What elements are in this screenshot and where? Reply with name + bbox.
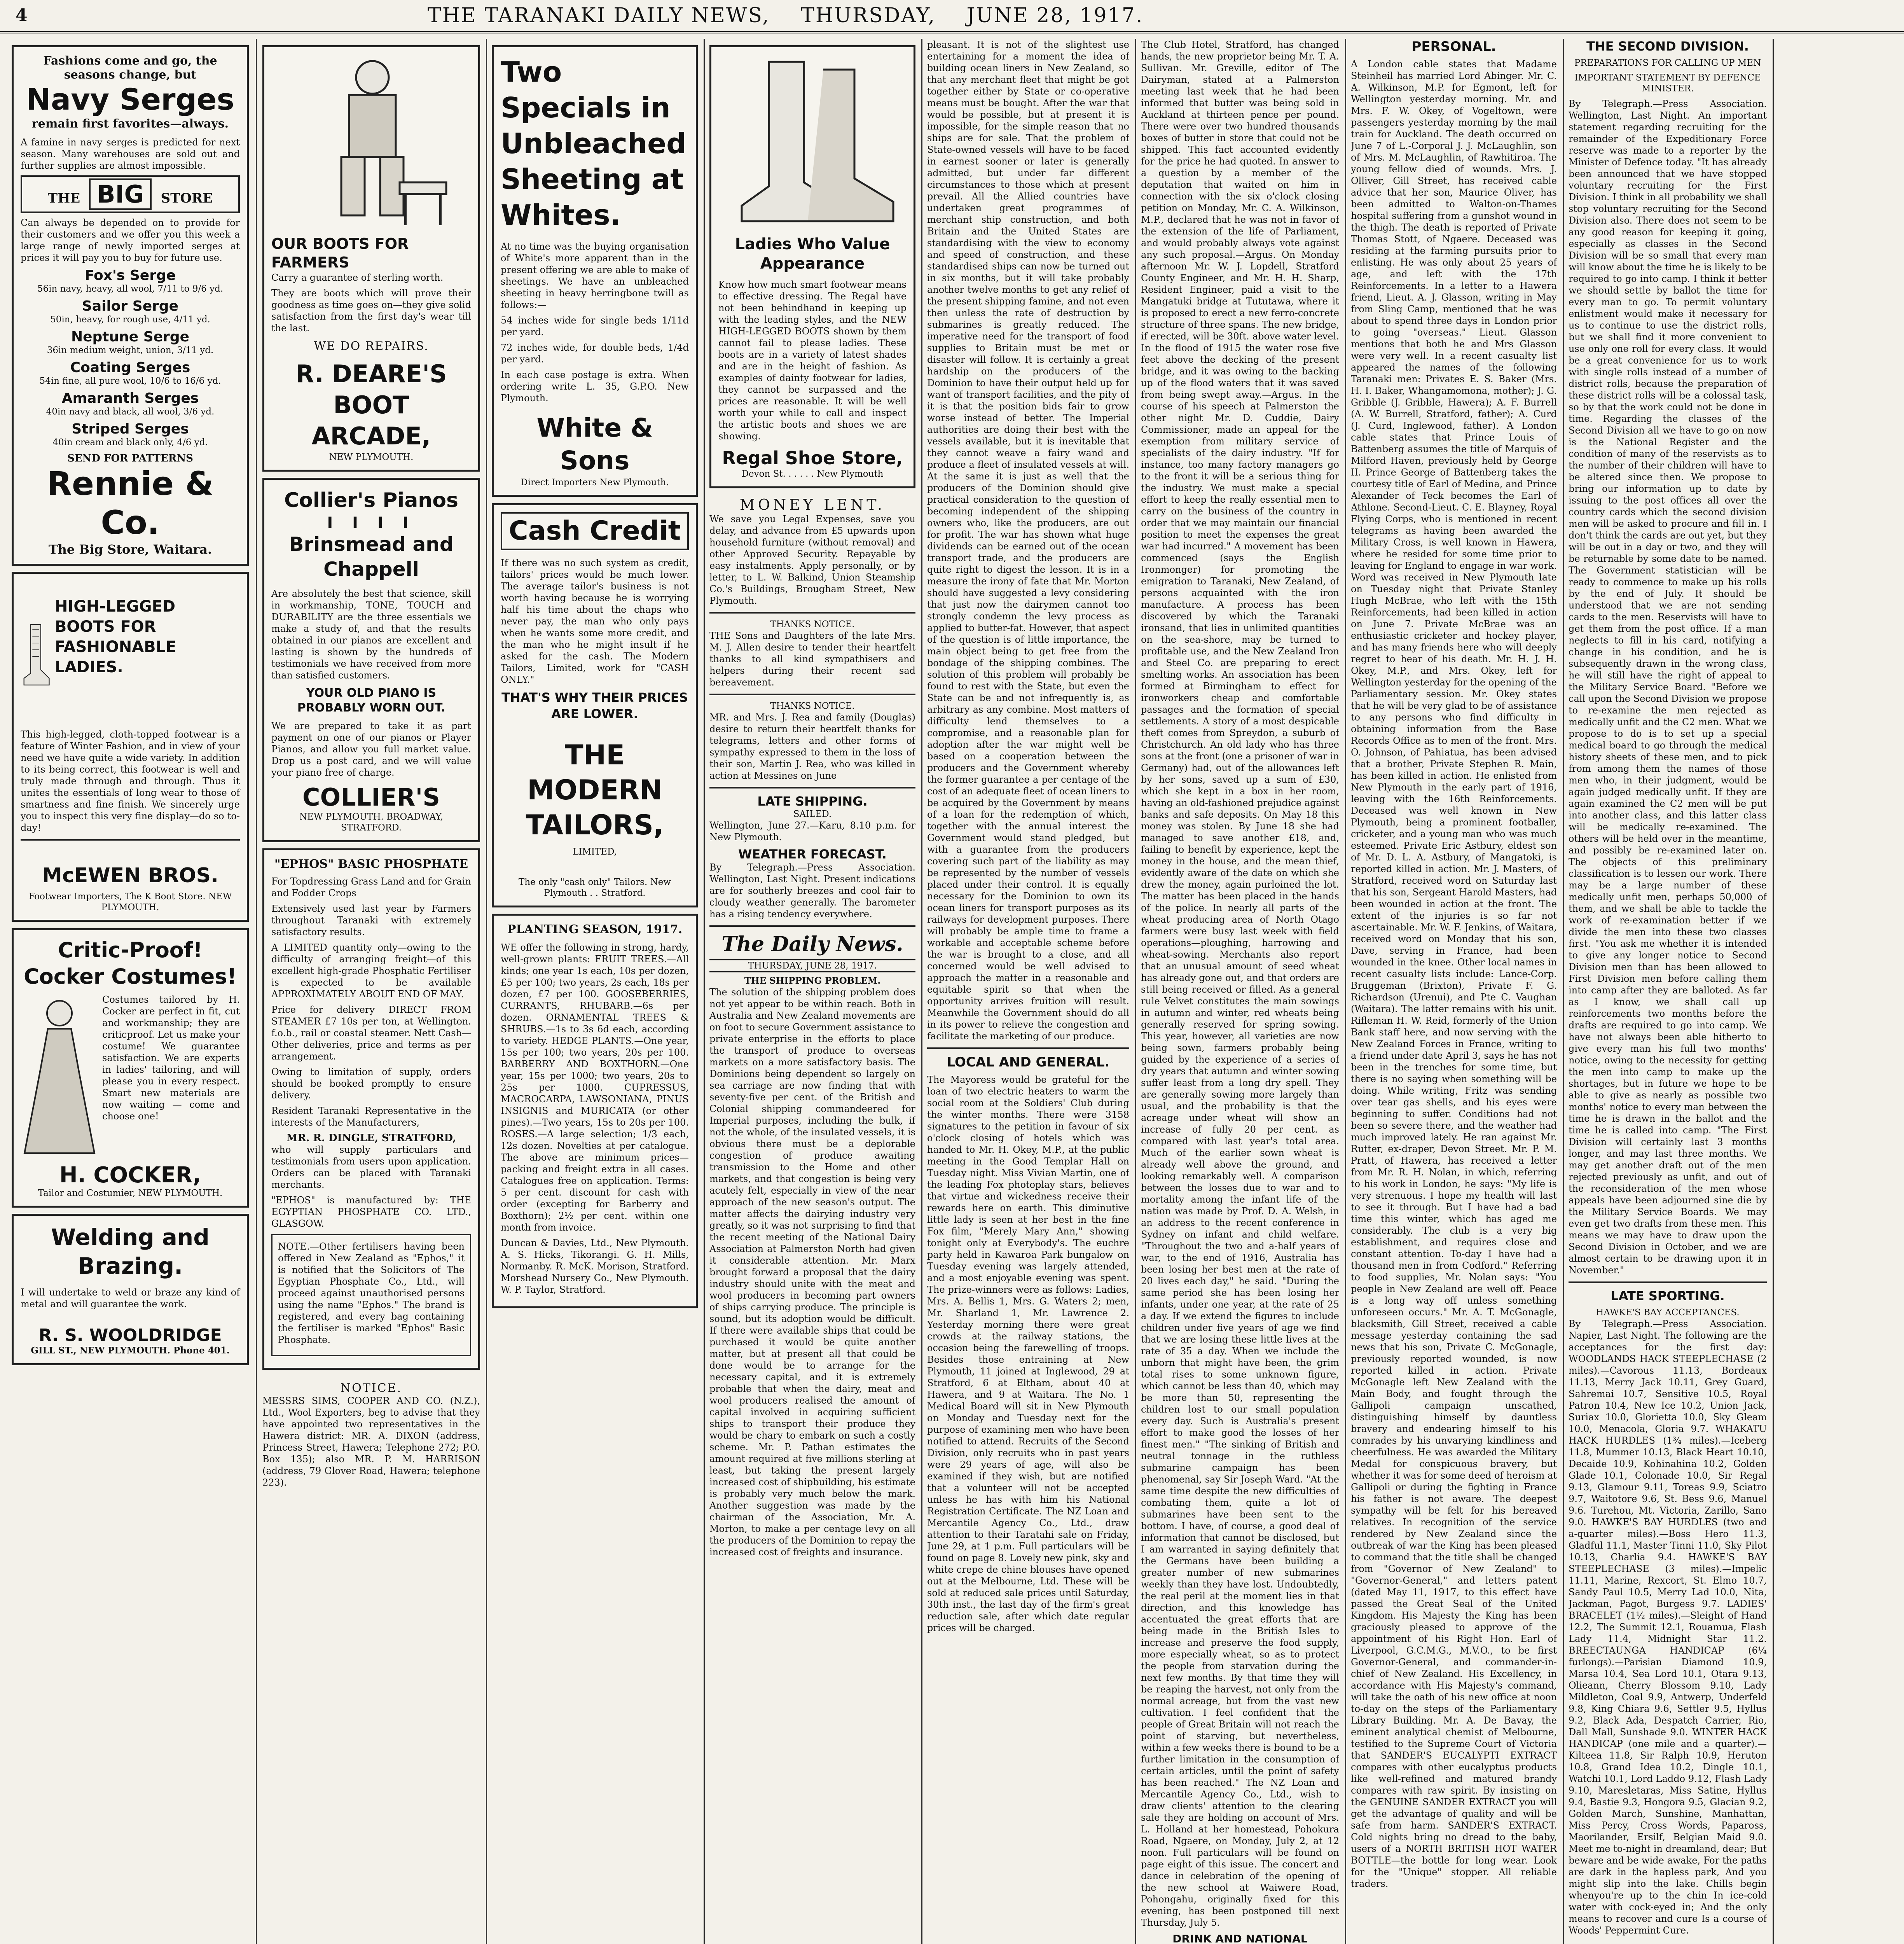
critic-text: Costumes tailored by H. Cocker are perfect in fit, cut and workmanship; they are criticproof. Let us make your costume! We guarantee satisfaction. We are experts in ladies' tailoring, and will please you in every respect. Smart new materials are now waiting — come and choose one! bbox=[102, 994, 240, 1122]
ephos-rep: Resident Taranaki Representative in the interests of the Manufacturers, bbox=[271, 1105, 471, 1128]
modern-ltd: LIMITED, bbox=[572, 847, 617, 857]
ephos-limit: Owing to limitation of supply, orders should be booked promptly to ensure delivery. bbox=[271, 1066, 471, 1101]
whites-sub: Direct Importers New Plymouth. bbox=[521, 477, 669, 488]
weather-text: By Telegraph.—Press Association. Wellington, Last Night. Present indications are for southerly breezes and cool fair to cloudy weather generally. The barometer has a rising tendency everywhere. bbox=[709, 862, 915, 920]
send-patterns: SEND FOR PATTERNS bbox=[67, 453, 193, 464]
weld-text: I will undertake to weld or braze any kind of metal and will guarantee the work. bbox=[21, 1287, 240, 1309]
serge-item-name: Amaranth Serges bbox=[61, 390, 199, 406]
farmer-boots-text: They are boots which will prove their goodness as time goes on—they give solid satisfaction from the first day's wear till the last. bbox=[271, 288, 471, 334]
ephos-ad bbox=[262, 848, 480, 1370]
modern-brand: THE MODERN TAILORS, bbox=[526, 739, 664, 841]
ephos-used: Extensively used last year by Farmers throughout Taranaki with extremely satisfactory results. bbox=[271, 903, 471, 937]
ephos-note: NOTE.—Other fertilisers having been offered in New Zealand as "Ephos," it is notified that the Solicitors of The Egyptian Phosphate Co., Ltd., will proceed against unauthorised persons using the name "Ephos." The brand is registered, and every bag containing the fertiliser is marked "Ephos" Basic Phosphate. bbox=[278, 1241, 465, 1345]
repairs: WE DO REPAIRS. bbox=[314, 339, 429, 353]
shipping-head: LATE SHIPPING. bbox=[757, 794, 868, 809]
column-8 bbox=[1569, 39, 1767, 1944]
personal-head: PERSONAL. bbox=[1411, 39, 1496, 54]
store-store: STORE bbox=[161, 191, 213, 206]
serge-item-name: Neptune Serge bbox=[71, 329, 189, 345]
problem-text: The solution of the shipping problem does not yet appear to be within reach. Both in Australia and New Zealand movements are on foot to secure Government assistance to private enterprise in the efforts to place the transport of produce to overseas markets on a more satisfactory basis. The Dominions being dependent so largely on sea carriage are now finding that with seventy-five per cent. of the British and Colonial shipping commandeered for Imperial purposes, including the bulk, if not the whole, of the insulated vessels, it is obvious there must be a deplorable congestion of produce awaiting transmission to the Home and other markets, and that congestion is being very acutely felt, especially in view of the near approach of the new season's output. The matter affects the dairying industry very greatly, so it was not surprising to find that the recent meeting of the National Dairy Association at Palmerston North had given it considerable attention. Mr. Marx brought forward a proposal that the dairy industry should unite with the meat and wool producers in becoming part owners of ships carrying produce. The principle is sound, but its adoption would be difficult. If there were available ships that could be purchased it would be quite another matter, but at present all that could be done would be to arrange for the necessary capital, and it is extremely probable that when the dairy, meat and wool producers realised the amount of capital involved in acquiring sufficient ships to transport their produce they would be chary to embark on such a costly scheme. Mr. P. Pathan estimates the amount required at five millions sterling at least, but taking the present largely increased cost of shipbuilding, his estimate is probably very much below the mark. Another suggestion was made by the chairman of the Association, Mr. A. Morton, to make a per centage levy on all the producers of the Dominion to repay the increased cost of freights and insurance. bbox=[709, 987, 915, 1558]
newspaper-title bbox=[428, 4, 1167, 27]
collier-text2: We are prepared to take it as part payment on one of our pianos or Player Pianos, and allow you full market value. Drop us a post card, and we will value your piano free of charge. bbox=[271, 720, 471, 778]
paper-name: THE TARANAKI DAILY NEWS, bbox=[428, 4, 770, 27]
notice-head: NOTICE. bbox=[340, 1381, 402, 1395]
ephos-text: A LIMITED quantity only—owing to the difficulty of arranging freight—of this excellent high-grade Phosphatic Fertiliser is expected to be available APPROXIMATELY ABOUT END OF MAY. bbox=[271, 942, 471, 1000]
collier-brinsmead: Brinsmead and Chappell bbox=[289, 533, 454, 580]
notice-text: MESSRS SIMS, COOPER AND CO. (N.Z.), Ltd., Wool Exporters, beg to advise that they have appointed two representatives in the Hawera district: MR. A. DIXON (address, Princess Street, Hawera; Telephone 272; P.O. Box 135); also MR. P. M. HARRISON (address, 79 Glover Road, Hawera; telephone 223). bbox=[262, 1395, 480, 1488]
thanks1-head: THANKS NOTICE. bbox=[770, 619, 855, 629]
serge-item-desc: 54in fine, all pure wool, 10/6 to 16/6 yd. bbox=[39, 376, 221, 386]
sport-head: LATE SPORTING. bbox=[1611, 1288, 1725, 1303]
farmer-boots-sub: Carry a guarantee of sterling worth. bbox=[271, 272, 444, 283]
editorial-cont: pleasant. It is not of the slightest use entertaining for a moment the idea of building ocean liners in New Zealand, so that any merchant fleet that might be got together either by State or co-operative means must be bought. After the war that would be possible, but at present it is impossible, for the simple reason that no ships are for sale. That the problem of State-owned vessels will have to be faced in earnest sooner or later is generally admitted, but under far different circumstances to those which at present prevail. All the Allied countries have undertaken great programmes of merchant ship construction, and both Britain and the United States are standardising with the view to economy and speed of construction, and these standardised ships can now be turned out in six months, but it will take probably another twelve months to get any relief of the present shipping famine, and not even then unless the rate of destruction by submarines is greatly reduced. The imperative need for the transport of food supplies to Britain must be met or disaster will follow. It is certainly a great hardship on the producers of the Dominion to have their output held up for want of transport facilities, and the pity of it is that the position bids fair to grow worse instead of better. The Imperial authorities are doing their best with the vessels available, but it is inevitable that they cannot weave a fairy wand and produce a fleet of insulated vessels at will. At the same it is just as well that the producers of the Dominion should give practical consideration to the question of becoming independent of the shipping owners who, like the producers, are out for profit. The war has shown what huge dividends can be earned out of the ocean transport trade, and the producers are quite right to digest the lesson. It is in a measure the irony of fate that Mr. Morton should have suggested a levy considering that just now the dairymen cannot too strongly condemn the levy process as applied to butter-fat. However, that aspect of the question is of little importance, the main object being to get free from the bondage of the shipping combines. The solution of this problem will probably be found to rest with the State, but even the State can be and not infrequently is, as arbitrary as any combine. Most matters of difficulty lend themselves to a compromise, and a reasonable plan for adoption after the war might well be based on a cooperation between the producers and the Government whereby the former guarantee a per centage of the cost of an adequate fleet of ocean liners to be acquired by the Government by means of a loan for the redemption of which, together with the annual interest the Government would stand pledged, but with a guarantee from the producers covering such part of the liability as may be represented by the number of vessels placed under their control. It is equally necessary for the Dominion to own its ocean liners for transport purposes as its railways for development purposes. There will probably be ample time to frame a workable and acceptable scheme before the war is brought to a close, and all concerned would be well advised to approach the matter in a reasonable and equitable spirit so that when the opportunity arrives fruition will result. Meanwhile the Government should do all in its power to relieve the congestion and facilitate the marketing of our produce. bbox=[927, 39, 1129, 1042]
masthead bbox=[0, 0, 1904, 33]
local-cont: The Club Hotel, Stratford, has changed hands, the new proprietor being Mr. T. A. Sullivan. Mr. Greville, editor of The Dairyman, stated at a Palmerston meeting last week that he had been informed that butter was being sold in Auckland at thirteen pence per pound. There were over two hundred thousands boxes of butter in store that could not be shipped. This fact accounted evidently for the price he had quoted. In answer to a question by a member of the deputation that waited on him in connection with the six o'clock closing petition on Monday, Mr. C. A. Wilkinson, M.P., declared that he was not in favor of the extension of the life of Parliament, and would probably always vote against any such proposal.—Argus. On Monday afternoon Mr. W. J. Lopdell, Stratford County Engineer, and Mr. H. H. Sharp, Resident Engineer, paid a visit to the Mangatuki bridge at Tututawa, where it is proposed to erect a new ferro-concrete structure of three spans. The new bridge, if erected, will be 30ft. above water level. In the flood of 1915 the water rose five feet above the decking of the present bridge, and it was owing to the backing up of the flood waters that it was saved from being swept away.—Argus. In the course of his speech at Palmerston the other night Mr. D. Cuddie, Dairy Commissioner, made an appeal for the exemption from military service of specialists of the dairy industry. "If for instance, too many factory managers go to the front it will be a serious thing for the industry. We must make a special effort to keep the really essential men to carry on the business of the country in order that we may maintain our financial position to meet the expenses the great war had incurred." A movement has been commenced (says the English Ironmonger) for promoting the emigration to Taranaki, New Zealand, of persons acquainted with the iron manufacture. A process has been discovered by which the Taranaki ironsand, that lies in unlimited quantities on the sea-shore, may be turned to profitable use, and the New Zealand Iron and Steel Co. are preparing to erect smelting works. An association has been formed at Birmingham to effect for ironworkers cheap and comfortable passages and the formation of special settlements. A story of a most despicable theft comes from Spreydon, a suburb of Christchurch. An old lady who has three sons at the front (one a prisoner of war in Germany) had, out of the allowances left by her sons, saved up a sum of £30, which she kept in a box in her room, having an old-fashioned prejudice against banks and safe deposits. On May 18 this money was stolen. By June 18 she had managed to save another £18, and, failing to benefit by experience, kept the money in the house, and the mean thief, evidently aware of the date on which she drew the money, again purloined the lot. The matter has been placed in the hands of the police. In nearly all parts of the wheat producing area of North Otago farmers were busy last week with field operations—ploughing, harrowing and wheat-sowing. Merchants also report that an unusual amount of seed wheat has already gone out, and that orders are still being received or filled. As a general rule Velvet constitutes the main sowings in autumn and winter, red wheats being generally reserved for spring sowing. This year, however, all varieties are now being sown, farmers probably being guided by the experience of a series of dry years that autumn and winter sowing suffer least from a long dry spell. They are generally sowing more largely than usual, and the probability is that the acreage under wheat will show an increase of fully 20 per cent. as compared with last year's total area. Much of the earlier sown wheat is already well above the ground, and looking remarkably well. A comparison between the losses due to war and to mortality among the infant life of the nation was made by Prof. D. A. Welsh, in an address to the recent conference in Sydney on infant and child welfare. "Throughout the two and a-half years of war, to the end of 1916, Australia has been losing her best men at the rate of 20 lives each day," he said. "During the same period she has been losing her infants, under one year, at the rate of 25 a day. If we extend the figures to include children under five years of age we find that we are losing these little lives at the rate of 35 a day. When we include the unborn that might have been, the grim total rises to some unknown figure, which cannot be less than 40, which may be more than 50, representing the children lost to our small population every day. Such is Australia's present effort to make good the losses of her finest men." "The sinking of British and neutral tonnage in the ruthless submarine campaign has been phenomenal, say Sir Joseph Ward. "At the same time despite the new difficulties of combating them, quite a lot of submarines have been sent to the bottom. I have, of course, a good deal of information that cannot be disclosed, but I am warranted in saying definitely that the Germans have been building a greater number of new submarines weekly than they have lost. Undoubtedly, the real peril at the moment lies in that direction, and this knowledge has accentuated the great efforts that are being made in the British Isles to increase and preserve the food supply, more especially wheat, so as to protect the people from starvation during the next few months. By that time they will be reaping the harvest, not only from the normal acreage, but from the vast new cultivation. I feel confident that the people of Great Britain will not reach the point of starving, but nevertheless, within a few weeks there is bound to be a further limitation in the consumption of certain articles, until the point of safety has been reached." The NZ Loan and Mercantile Agency Co., Ltd., wish to draw clients' attention to the clearing sale they are holding on account of Mrs. L. Holland at her homestead, Pohokura Road, Ngaere, on Monday, July 2, at 12 noon. Full particulars will be found on page eight of this issue. The concert and dance in celebration of the opening of the new school at Waiwere Road, Pohongahu, originally fixed for this evening, has been postponed till next Thursday, July 5. bbox=[1141, 39, 1339, 1928]
column-1 bbox=[12, 39, 249, 1944]
column-2 bbox=[262, 39, 480, 1944]
thanks1-text: THE Sons and Daughters of the late Mrs. M. J. Allen desire to tender their heartfelt thanks to all kind sympathisers and helpers during their recent sad bereavement. bbox=[709, 630, 915, 688]
store-the: THE bbox=[47, 191, 80, 206]
local-head: LOCAL AND GENERAL. bbox=[947, 1054, 1110, 1070]
sport-sub: HAWKE'S BAY ACCEPTANCES. bbox=[1596, 1308, 1740, 1318]
column-rule bbox=[704, 39, 705, 1944]
whites-l2: 72 inches wide, for double beds, 1/4d per yard. bbox=[501, 342, 689, 365]
column-rule bbox=[256, 39, 257, 1944]
ephos-for: For Topdressing Grass Land and for Grain and Fodder Crops bbox=[271, 876, 471, 899]
collier-head: Collier's Pianos bbox=[284, 489, 458, 512]
column-3 bbox=[492, 39, 698, 1944]
money-text: We save you Legal Expenses, save you delay, and advance from £5 upwards upon household furniture (without removal) and other Approved Security. Repayable by easy instalments. Apply personally, or by letter, to L. W. Balkind, Union Steamship Co.'s Buildings, Brougham Street, New Plymouth. bbox=[709, 514, 915, 606]
serge-item-name: Striped Serges bbox=[72, 421, 189, 437]
column-rule bbox=[1563, 39, 1564, 1944]
ladies-head: Ladies Who Value Appearance bbox=[735, 235, 890, 273]
modern-sub: The only "cash only" Tailors. New Plymouth . . Stratford. bbox=[518, 877, 671, 898]
serges-headline: Navy Serges bbox=[26, 82, 234, 117]
serge-item-name: Fox's Serge bbox=[84, 267, 176, 283]
column-6 bbox=[1141, 39, 1339, 1944]
problem-head: THE SHIPPING PROBLEM. bbox=[744, 975, 881, 986]
lady-figure-icon bbox=[21, 994, 98, 1157]
column-rule bbox=[486, 39, 487, 1944]
deare-brand: R. DEARE'S BOOT ARCADE, bbox=[295, 360, 447, 450]
column-4 bbox=[709, 39, 915, 1944]
farmer-figure-icon bbox=[271, 54, 473, 233]
column-rule bbox=[1345, 39, 1346, 1944]
rennie-logo: Rennie & Co. bbox=[47, 465, 214, 542]
farmer-boots-head: OUR BOOTS FOR FARMERS bbox=[271, 235, 409, 271]
mcewen-ad bbox=[12, 572, 249, 922]
wooldridge-brand: R. S. WOOLDRIDGE bbox=[38, 1325, 222, 1345]
money-head: MONEY LENT. bbox=[739, 496, 886, 513]
paper-nameplate: The Daily News. bbox=[721, 932, 903, 956]
collier-ad bbox=[262, 478, 480, 842]
cash-credit-head: Cash Credit bbox=[501, 512, 689, 550]
whites-headline: Two Specials in Unbleached Sheeting at Whites. bbox=[501, 56, 686, 231]
whites-order: In each case postage is extra. When ordering write L. 35, G.P.O. New Plymouth. bbox=[501, 369, 689, 404]
serges-famine: A famine in navy serges is predicted for next season. Many warehouses are sold out and further supplies are almost impossible. bbox=[21, 137, 240, 171]
modern-tailors-ad bbox=[492, 503, 698, 907]
division-sub1: PREPARATIONS FOR CALLING UP MEN bbox=[1574, 58, 1761, 68]
column-7 bbox=[1351, 39, 1557, 1944]
collier-old-piano: YOUR OLD PIANO IS PROBABLY WORN OUT. bbox=[297, 686, 445, 715]
boots-headline: HIGH-LEGGED BOOTS FOR FASHIONABLE LADIES. bbox=[54, 598, 176, 676]
ephos-head: "EPHOS" BASIC PHOSPHATE bbox=[274, 857, 468, 871]
ladies-text: Know how much smart footwear means to effective dressing. The Regal have not been behindhand in keeping up with the leading styles, and the NEW HIGH-LEGGED BOOTS shown by them cannot fail to please ladies. These boots are in a variety of latest shades and are in the height of fashion. As examples of dainty footwear for ladies, they cannot be surpassed and the prices are reasonable. It will be well worth your while to call and inspect the artistic boots and shoes we are showing. bbox=[718, 279, 907, 442]
mcewen-brand: McEWEN BROS. bbox=[42, 864, 218, 887]
column-rule bbox=[1135, 39, 1136, 1944]
cocker-sub: Tailor and Costumier, NEW PLYMOUTH. bbox=[38, 1188, 223, 1198]
whites-ad bbox=[492, 45, 698, 497]
personal-text: A London cable states that Madame Steinheil has married Lord Abinger. Mr. C. A. Wilkinson, M.P. for Egmont, left for Wellington yesterday morning. Mr. and Mrs. F. W. Okey, of Vogeltown, were passengers yesterday morning by the mail train for Auckland. The death occurred on June 7 of L.-Corporal J. J. McLaughlin, son of Mrs. M. McLaughlin, of Rawhitiroa. The young fellow died of wounds. Mrs. J. Olliver, Gill Street, has received cable advice that her son, Maurice Oliver, has been admitted to Walton-on-Thames hospital suffering from a gunshot wound in the thigh. The death is reported of Private Thomas Stott, of Ngaere. Deceased was residing at the farming pursuits prior to enlisting. He was only about 25 years of age, and left with the 17th Reinforcements. In a letter to a Hawera friend, Lieut. A. J. Glasson, writing in May from Sling Camp, mentioned that he was about to spend three days in London prior to going "overseas." Lieut. Glasson mentions that both he and Mrs Glasson were very well. In a recent casualty list appeared the names of the following Taranaki men: Privates E. S. Baker (Mrs. H. I. Baker, Whangamomona, mother); J. G. Gribble (J. Gribble, Hawera); A. F. Burrell (A. W. Burrell, Stratford, father); A. Curd (J. Curd, Inglewood, father). A London cable states that Prince Louis of Battenberg assumes the title of Marquis of Milford Haven, previously held by George II. Prince George of Battenberg takes the courtesy title of Earl of Medina, and Prince Alexander of Teck becomes the Earl of Athlone. Second-Lieut. C. E. Blayney, Royal Flying Corps, who is mentioned in recent telegrams as having been awarded the Military Cross, is well known in Hawera, where he resided for some time prior to leaving for England to engage in war work. Word was received in New Plymouth late on Tuesday night that Private Stanley Hugh McBrae, who left with the 15th Reinforcements, had been killed in action on June 7. Private McBrae was an enthusiastic cricketer and hockey player, and has many friends here who will deeply regret to hear of his death. Mr. H. J. H. Okey, M.P., and Mrs. Okey, left for Wellington yesterday for the opening of the Parliamentary session. Mr. Okey states that he will be very glad to be of assistance to any persons who find difficulty in obtaining information from the Base Records Office as to men of the front. Mrs. O. Johnson, of Pahiatua, has been advised that a brother, Private Stephen R. Main, has been killed in action. He enlisted from New Plymouth in the early part of 1916, leaving with the 16th Reinforcements. Deceased was well known in New Plymouth, being a prominent footballer, cricketer, and a young man who was much esteemed. Private Eric Astbury, eldest son of Mr. D. L. A. Astbury, of Mangatoki, is reported killed in action. Mr. J. Masters, of Stratford, received word on Saturday last that his son, Sergeant Harold Masters, had been wounded in action at the front. The extent of the injuries is so far not ascertainable. Mr. W. F. Jenkins, of Waitara, received word on Monday that his son, Dave, serving in France, had been wounded in the knee. Other local names in recent casualty lists include: Lance-Corp. Bruggeman (Brixton), Private F. G. Richardson (Urenui), and Pte C. Vaughan (Waitara). The latter remains with his unit. Rifleman H. W. Reid, formerly of the Union Bank staff here, and now serving with the New Zealand Forces in France, writing to a friend under date April 3, says he has not been in the trenches for some time, but there is no saying when something will be doing. While writing, Fritz was sending over tear gas shells, and his eyes were beginning to suffer. Conditions had not been so severe there, and the weather had much improved lately. He ran against Mr. Rutter, ex-draper, Devon Street. Mr. P. M. Pratt, of Hawera, has received a letter from Mr. R. H. Nolan, in which, referring to his work in London, he says: "My life is very strenuous. I hope my health will last to see it through. But I have had a bad time this winter, which has aged me considerably. The club is a very big establishment, and requires close and constant attention. To-day I have had a thousand men in from Codford." Referring to food supplies, Mr. Nolan says: "You people in New Zealand are well off. Peace is a long way off unless something unforeseen occurs." Mr. A. T. McGonagle, blacksmith, Gill Street, received a cable message yesterday containing the sad news that his son, Private C. McGonagle, previously reported wounded, is now reported killed in action. Private McGonagle left New Zealand with the Main Body, and fought through the Gallipoli campaign unscathed, distinguishing himself by dauntless bravery and endearing himself to his comrades by his unvarying kindliness and cheerfulness. He was awarded the Military Medal for conspicuous bravery, but whether it was for some deed of heroism at Gallipoli or during the fighting in France his father is not aware. The deepest sympathy will be felt for his bereaved relatives. In recognition of the service rendered by New Zealand since the outbreak of war the King has been pleased to command that the title shall be changed from "Governor of New Zealand" to "Governor-General," and letters patent (dated May 11, 1917, to this effect have passed the Great Seal of the United Kingdom. His Majesty the King has been graciously pleased to approve of the appointment of his Right Hon. Earl of Liverpool, G.C.M.G., M.V.O., to be first Governor-General, and commander-in-chief of New Zealand. His Excellency, in accordance with His Majesty's command, will take the oath of his new office at noon to-day on the steps of the Parliamentary Library Building. Mr. A. De Bavay, the eminent analytical chemist of Melbourne, testified to the Supreme Court of Victoria that SANDER'S EUCALYPTI EXTRACT compares with other eucalyptus products like well-refined and matured brandy compares with raw spirit. By insisting on the GENUINE SANDER EXTRACT you will get the advantage of quality and will be safe from harm. SANDER'S EXTRACT. Cold nights bring no dread to the baby, users of a NORTH BRITISH HOT WATER BOTTLE—the bottle for long wear. Look for the "Unique" stopper. All reliable traders. bbox=[1351, 59, 1557, 1889]
wooldridge-sub: GILL ST., NEW PLYMOUTH. Phone 401. bbox=[31, 1345, 230, 1356]
navy-serges-ad bbox=[12, 45, 249, 566]
serge-item-name: Sailor Serge bbox=[82, 298, 179, 314]
column-rule bbox=[921, 39, 922, 1944]
thanks2-head: THANKS NOTICE. bbox=[770, 701, 855, 711]
paper-day: THURSDAY, bbox=[801, 4, 936, 27]
cocker-ad bbox=[12, 928, 249, 1208]
weather-head: WEATHER FORECAST. bbox=[738, 847, 887, 862]
shipping-sub: SAILED. bbox=[793, 809, 832, 819]
whites-brand: White & Sons bbox=[536, 413, 653, 476]
ephos-mfd: "EPHOS" is manufactured by: THE EGYPTIAN PHOSPHATE CO. LTD., GLASGOW. bbox=[271, 1195, 471, 1229]
division-text: By Telegraph.—Press Association. Wellington, Last Night. An important statement regarding recruiting for the remainder of the Expeditionary Force reserve was made to a reporter by the Minister of Defence today. "It has already been announced that we have stopped voluntary recruiting for the First Division. I think in all probability we shall stop voluntary recruiting for the Second Division also. There does not seem to be any good reason for keeping it going, especially as classes in the Second Division will be so small that every man will know about the time he is likely to be required to go into camp. I think it better we should settle by ballot the time for every man to go. To permit voluntary enlistment would make it necessary for us to continue to use the district rolls, but we shall find it more convenient to use only one roll for every class. It would be a great convenience for us to work with single rolls instead of a number of district rolls, because the preparation of these district rolls will be a colossal task, so by that the work could not be done in time. Regarding the classes of the Second Division all we have to go on now is the National Register and the condition of many of the reservists as to the number of their children will have to be altered since then. We propose to bring our information up to date by issuing to the post offices all over the country cards which the second division men will be asked to procure and fill in. I don't think the cards are out yet, but they will be out in a day or two, and they will be returnable by some date to be named. The Government statistician will be ready to commence to make up his rolls by the end of July. It should be understood that we are not sending cards to the men. Reservists will have to get them from the post office. If a man neglects to fill in his card, notifying a change in his condition, and he is subsequently drawn in the wrong class, he will still have the right of appeal to the Military Service Board. "Before we call upon the Second Division we propose to re-examine the men rejected as medically unfit and the C2 men. What we propose to do is to set up a special medical board to go through the medical history sheets of these men, and to pick from among them the names of those men who, in their judgment, would be again judged medically unfit. If they are again examined the C2 men will be put into another class, and this latter class will be medically re-examined. The others will be held over in the meantime, and possibly be re-examined later on. The objects of this preliminary classification is to lessen our work. There may be a large number of these medically unfit men, perhaps 50,000 of them, and we shall be able to tackle the work of re-examination better if we divide the men into these two classes first. "You ask me whether it is intended to give any longer notice to Second Division men than has been allowed to First Division men before calling them into camp after they are balloted. As far as I know, we shall call up reinforcements two months before the drafts are required to go into camp. We have not always been able hitherto to give every man his full two months' notice, owing to the necessity for getting the men into camp to make up the shortages, but in future we hope to be able to give as nearly as possible two months' notice to every man between the time he is drawn in the ballot and the time he is called into camp. "The First Division will certainly last 3 months longer, and may last three months. We may get another draft out of the men rejected previously as unfit, and out of the reconsideration of the men whose appeals have been adjourned sine die by the Military Service Boards. We may even get two drafts from these men. This means we may have to draw upon the Second Division in October, and we are almost certain to be drawing upon it in November." bbox=[1569, 98, 1767, 1276]
serge-item-desc: 36in medium weight, union, 3/11 yd. bbox=[47, 345, 214, 355]
regal-ad bbox=[709, 45, 915, 488]
planting-text: WE offer the following in strong, hardy, well-grown plants: FRUIT TREES.—All kinds; one year 1s each, 10s per dozen, £5 per 100; two years, 2s each, 18s per dozen, £7 per 100. GOOSEBERRIES, CURRANTS, RHUBARB.—6s per dozen. ORNAMENTAL TREES & SHRUBS.—1s to 3s 6d each, according to variety. HEDGE PLANTS.—One year, 15s per 100; two years, 20s per 100. BARBERRY AND BOXTHORN.—One year, 15s per 1000; two years, 20s to 25s per 1000. CUPRESSUS, MACROCARPA, LAWSONIANA, PINUS INSIGNIS and MURICATA (or other pines).—Two years, 15s to 20s per 100. ROSES.—A large selection; 1/3 each, 12s dozen. Novelties at per catalogue. The above are minimum prices—packing and freight extra in all cases. Catalogues free on application. Terms: 5 per cent. discount for cash with order (excepting for Barberry and Boxthorn); 2½ per cent. within one month from invoice. bbox=[501, 942, 689, 1233]
colliers-sub: NEW PLYMOUTH. BROADWAY, STRATFORD. bbox=[299, 812, 443, 833]
local-text: The Mayoress would be grateful for the loan of two electric heaters to warm the social room at the Soldiers' Club during the winter months. There were 3158 signatures to the petition in favour of six o'clock closing of hotels which was handed to Mr. H. Okey, M.P., at the public meeting in the Good Templar Hall on Tuesday night. Miss Vivian Martin, one of the leading Fox photoplay stars, believes that virtue and wickedness receive their rewards here on earth. This diminutive little lady is seen at her best in the fine Fox film, "Merely Mary Ann," showing tonight only at Everybody's. The euchre party held in Kawaroa Park bungalow on Tuesday evening was largely attended, and a most enjoyable evening was spent. The prize-winners were as follows: Ladies, Mrs. A. Bellis 1, Mrs. G. Waters 2; men, Mr. Sharland 1, Mr. Lawrence 2. Yesterday morning there were great crowds at the railway stations, the occasion being the farewelling of troops. Besides those entraining at New Plymouth, 11 joined at Inglewood, 29 at Stratford, 6 at Eltham, about 40 at Hawera, and 9 at Waitara. The No. 1 Medical Board will sit in New Plymouth on Monday and Tuesday next for the purpose of examining men who have been notified to attend. Recruits of the Second Division, only recruits who in past years were 29 years of age, will also be examined if they wish, but are notified that a volunteer will not be accepted unless he has with him his National Registration Certificate. The NZ Loan and Mercantile Agency Co., Ltd., draw attention to their Taratahi sale on Friday, June 29, at 1 p.m. Full particulars will be found on page 8. Lovely new pink, sky and white crepe de chine blouses have opened out at the Melbourne, Ltd. These will be sold at reduced sale prices until Saturday, 30th inst., the last day of the firm's great reduction sale, after which date regular prices will be charged. bbox=[927, 1074, 1129, 1633]
paper-date-line: THURSDAY, JUNE 28, 1917. bbox=[709, 959, 915, 972]
ladies-boot-icon bbox=[21, 581, 51, 729]
big-store-banner bbox=[21, 175, 240, 213]
serge-item-desc: 56in navy, heavy, all wool, 7/11 to 9/6 yd. bbox=[37, 284, 224, 294]
serge-item-desc: 40in navy and black, all wool, 3/6 yd. bbox=[46, 407, 215, 417]
cocker-brand: H. COCKER, bbox=[59, 1163, 201, 1188]
boots-text: This high-legged, cloth-topped footwear is a feature of Winter Fashion, and in view of your need we have quite a wide variety. In addition to its being correct, this footwear is well and truly made through and through. Thus it unites the essentials of long wear to those of smartness and fine finish. We sincerely urge you to inspect this very fine display—do so to-day! bbox=[21, 729, 240, 833]
ephos-price: Price for delivery DIRECT FROM STEAMER £7 10s per ton, at Wellington. f.o.b., rail or coastal steamer. Nett Cash—Other deliveries, price and terms as per arrangement. bbox=[271, 1004, 471, 1062]
ephos-dingle: MR. R. DINGLE, STRATFORD, bbox=[286, 1132, 456, 1144]
drink-head: DRINK AND NATIONAL bbox=[1172, 1932, 1308, 1944]
shipping-text: Wellington, June 27.—Karu, 8.10 p.m. for New Plymouth. bbox=[709, 820, 915, 843]
collier-text1: Are absolutely the best that science, skill in workmanship, TONE, TOUCH and DURABILITY are the three essentials we make a study of, and that the results obtained in our pianos are excellent and lasting is shown by the hundreds of testimonials we have received from more than satisfied customers. bbox=[271, 588, 471, 681]
serge-item-name: Coating Serges bbox=[70, 360, 190, 376]
wooldridge-ad bbox=[12, 1214, 249, 1365]
page-number: 4 bbox=[16, 5, 28, 25]
store-big: BIG bbox=[89, 178, 152, 210]
sport-text: By Telegraph.—Press Association. Napier, Last Night. The following are the acceptances for the first day: WOODLANDS HACK STEEPLECHASE (2 miles).—Cavorous 11.13, Bordeaux 11.13, Merry Jack 10.11, Grey Guard, Sahremai 10.7, Sensitive 10.5, Royal Patron 10.4, New Ice 10.2, Union Jack, Suriax 10.0, Glorietta 10.0, Sky Gleam 10.0, Menacola, Gloria 9.7. WHAKATU HACK HURDLES (1¾ miles).—Iceberg 11.8, Mummer 10.13, Black Heart 10.10, Decaide 10.9, Kohinahina 10.2, Golden Glade 10.1, Colonade 10.0, Sir Regal 9.13, Glamour 9.11, Toreas 9.9, Sciatro 9.7, Waitotore 9.6, St. Bess 9.6, Manuel 9.6. Turehou, Mt. Victoria, Zarillo, Sano 9.0. HAWKE'S BAY HURDLES (two and a-quarter miles).—Boss Hero 11.3, Gladful 11.1, Master Tinni 11.0, Sky Pilot 10.13, Charlia 9.4. HAWKE'S BAY STEEPLECHASE (3 miles).—Impelic 11.11, Marine, Rexcort, St. Elmo 10.7, Sandy Paul 10.5, Merry Lad 10.0, Nita, Jackman, Pagot, Burgess 9.7. LADIES' BRACELET (1½ miles).—Sleight of Hand 12.2, The Summit 12.1, Rouamua, Flash Lady 11.4, Midnight Star 11.2. BREECTAUNGA HANDICAP (6¼ furlongs).—Parisian Diamond 10.9, Marsa 10.4, Sea Lord 10.1, Otara 9.13, Olieann, Cherry Blossom 9.10, Lady Mildleton, Coal 9.9, Antwerp, Underfeld 9.8, King Chiara 9.6, Settler 9.5, Hyllus 9.2, Black Ada, Despatch Carrier, Rio, Dall Mall, Sunshade 9.0. WINTER HACK HANDICAP (one mile and a quarter).—Kilteea 11.8, Sir Ralph 10.9, Heruton 10.8, Grand Idea 10.2, Dingle 10.1, Watchi 10.1, Lord Laddo 9.12, Flash Lady 9.10, Maresletaras, Miss Satine, Hyllus 9.4, Bastie 9.3, Hongora 9.5, Glacian 9.2, Golden March, Sunshine, Manhattan, Miss Percy, Cross Words, Papaross, Maorilander, Ersilf, Belgian Maid 9.0. Meet me to-night in dreamland, dear; But beware and be wide awake, For the paths are dark in the hapless park, And you might slip into the lake. Chills begin whenyou're up to the chin In ice-cold water with cock-eyed in; And the only means to recover and cure Is a course of Woods' Peppermint Cure. bbox=[1569, 1318, 1767, 1936]
regal-brand: Regal Shoe Store, bbox=[722, 448, 903, 469]
column-rule bbox=[1773, 39, 1774, 1944]
cash-bold: THAT'S WHY THEIR PRICES ARE LOWER. bbox=[501, 690, 688, 721]
serge-item-desc: 50in, heavy, for rough use, 4/11 yd. bbox=[50, 315, 210, 325]
column-5 bbox=[927, 39, 1129, 1944]
whites-l1: 54 inches wide for single beds 1/11d per yard. bbox=[501, 315, 689, 337]
colliers-brand: COLLIER'S bbox=[302, 783, 440, 811]
serge-item-desc: 40in cream and black only, 4/6 yd. bbox=[52, 437, 208, 448]
mcewen-sub: Footwear Importers, The K Boot Store. NEW PLYMOUTH. bbox=[28, 892, 232, 913]
planting-head: PLANTING SEASON, 1917. bbox=[507, 923, 683, 936]
serges-sub: remain first favorites—always. bbox=[31, 117, 229, 131]
cash-text: If there was no such system as credit, tailors' prices would be much lower. The average tailor's business is not worth having because he is worrying half his time about the chaps who never pay, the man who only pays when he wants some more credit, and the man who he might insult if he asked for the cash. The Modern Tailors, Limited, work for "CASH ONLY." bbox=[501, 558, 689, 685]
high-boots-icon bbox=[718, 54, 905, 233]
rennie-sub: The Big Store, Waitara. bbox=[48, 542, 212, 557]
serges-intro: Fashions come and go, the seasons change, but bbox=[43, 54, 217, 82]
store-text: Can always be depended on to provide for their customers and we offer you this week a large range of newly imported serges at prices it will pay you to buy for future use. bbox=[21, 217, 240, 263]
deare-ad bbox=[262, 45, 480, 472]
planting-ad bbox=[492, 914, 698, 1308]
critic-headline: Critic-Proof! Cocker Costumes! bbox=[23, 938, 237, 989]
ephos-dingle-text: who will supply particulars and testimonials from users upon application. Orders can be placed with Taranaki merchants. bbox=[271, 1144, 471, 1190]
thanks2-text: MR. and Mrs. J. Rea and family (Douglas) desire to return their heartfelt thanks for telegrams, letters and other forms of sympathy expressed to them in the loss of their son, Martin J. Rea, who was killed in action at Messines on June bbox=[709, 712, 915, 781]
paper-date: JUNE 28, 1917. bbox=[966, 4, 1144, 27]
division-head: THE SECOND DIVISION. bbox=[1586, 39, 1749, 54]
collier-bars: I I I I bbox=[327, 514, 416, 532]
planting-firm: Duncan & Davies, Ltd., New Plymouth. A. S. Hicks, Tikorangi. G. H. Mills, Normanby. R. McK. Morison, Stratford. Morshead Nursery Co., New Plymouth. W. P. Taylor, Stratford. bbox=[501, 1238, 689, 1295]
deare-sub: NEW PLYMOUTH. bbox=[329, 452, 414, 462]
serge-items bbox=[21, 267, 240, 448]
whites-text: At no time was the buying organisation of White's more apparent than in the present offering we are able to make of sheetings. We have an unbleached sheeting in heavy herringbone twill as follows:— bbox=[501, 241, 689, 310]
regal-sub: Devon St. . . . . . New Plymouth bbox=[741, 469, 884, 479]
division-sub2: IMPORTANT STATEMENT BY DEFENCE MINISTER. bbox=[1574, 73, 1761, 94]
weld-headline: Welding and Brazing. bbox=[51, 1224, 210, 1279]
